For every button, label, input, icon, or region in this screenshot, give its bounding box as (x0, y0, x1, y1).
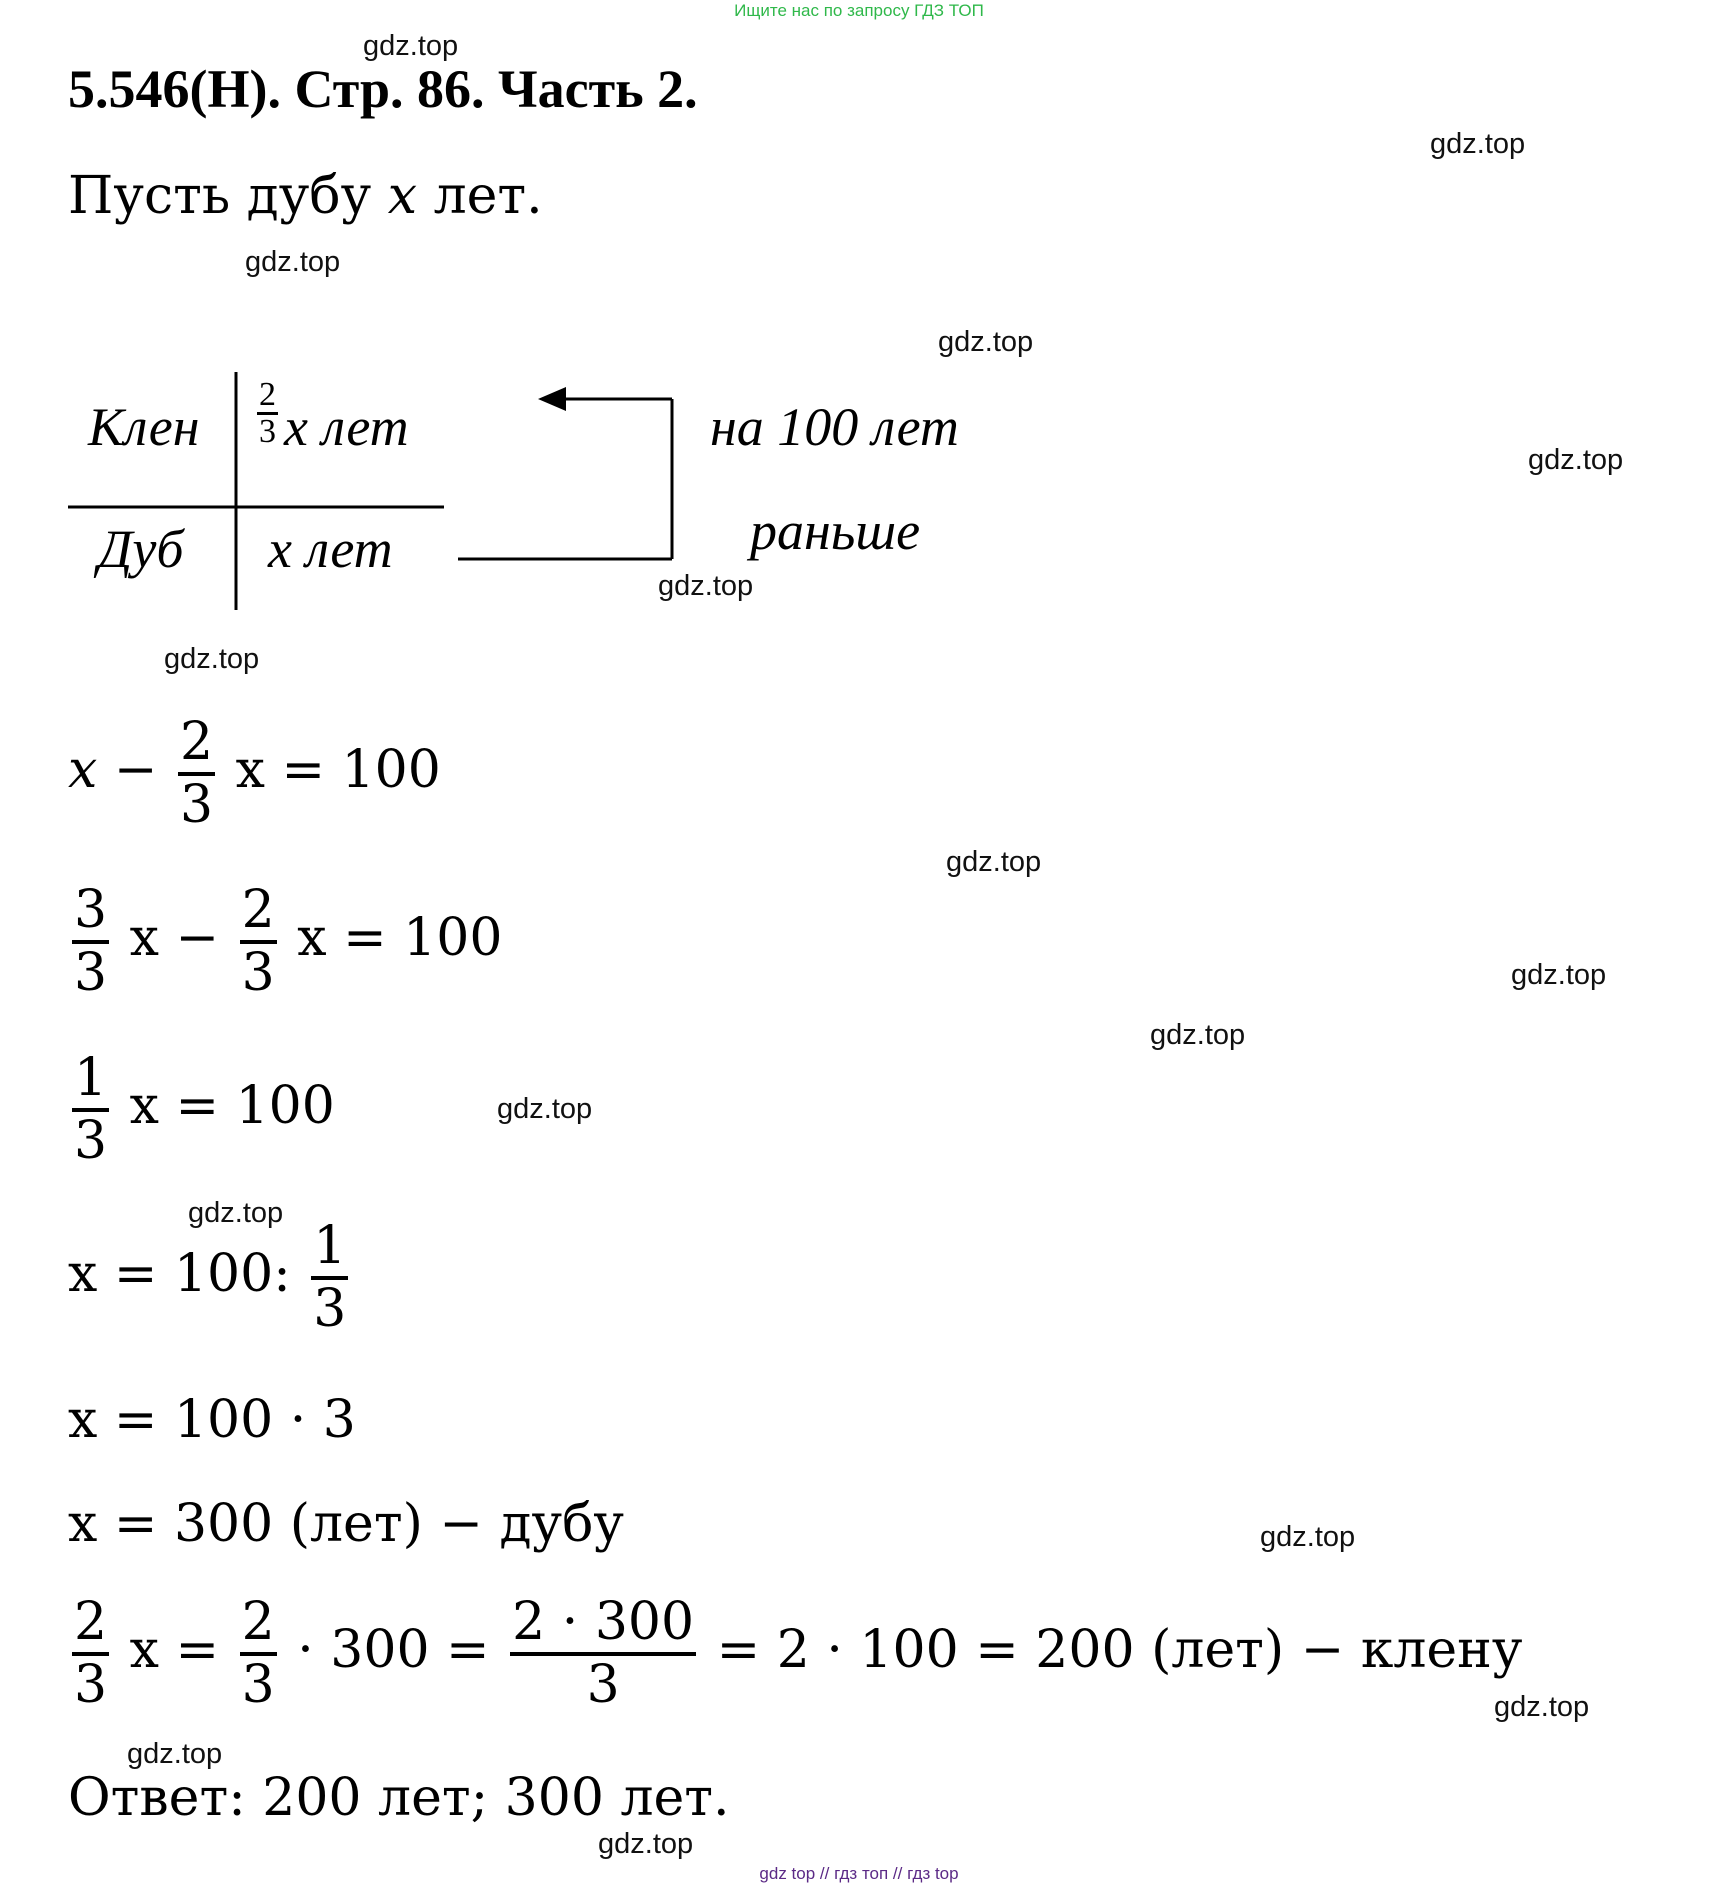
watermark: gdz.top (497, 1093, 593, 1125)
watermark: gdz.top (946, 846, 1042, 878)
eq1-fraction (178, 712, 215, 835)
eq7-fraction-2 (240, 1592, 277, 1715)
eq7-num3: 2 · 300 (510, 1595, 696, 1656)
eq1-num: 2 (178, 715, 215, 776)
intro-variable: x (387, 166, 418, 226)
page-title: 5.546(Н). Стр. 86. Часть 2. (68, 59, 698, 119)
diagram-note-line2: раньше (750, 501, 921, 561)
equation-5: x = 100 · 3 (68, 1390, 356, 1450)
eq1-x: x (68, 740, 98, 801)
equation-2 (68, 880, 503, 1003)
eq7-part2: · 300 = (297, 1620, 490, 1681)
eq7-fraction-1 (72, 1592, 109, 1715)
top-banner: Ищите нас по запросу ГДЗ ТОП (734, 1, 984, 20)
footer-links: gdz top // гдз топ // гдз top (759, 1864, 959, 1883)
eq2-fraction-2 (240, 880, 277, 1003)
eq4-lhs: x = 100: (68, 1244, 291, 1305)
watermark: gdz.top (245, 246, 341, 278)
watermark: gdz.top (1511, 959, 1607, 991)
watermark: gdz.top (598, 1828, 694, 1860)
eq7-den2: 3 (241, 1654, 275, 1715)
eq2-fraction-1 (72, 880, 109, 1003)
eq7-part3: = 2 · 100 = 200 (лет) − клену (716, 1620, 1523, 1681)
equation-4 (68, 1216, 352, 1339)
watermark: gdz.top (1528, 444, 1624, 476)
eq2-num1: 3 (72, 883, 109, 944)
eq7-num2: 2 (240, 1595, 277, 1656)
watermark: gdz.top (1430, 128, 1526, 160)
watermark: gdz.top (363, 30, 459, 62)
table-maple-fraction (257, 378, 278, 449)
equation-3 (68, 1048, 335, 1171)
eq1-den: 3 (179, 774, 214, 835)
eq2-mid: x − (129, 908, 220, 969)
eq7-den3: 3 (586, 1654, 620, 1715)
table-label-oak: Дуб (98, 519, 184, 579)
watermark: gdz.top (188, 1197, 284, 1229)
maple-fraction-num: 2 (259, 376, 276, 413)
equation-1 (68, 712, 441, 835)
watermark: gdz.top (938, 326, 1034, 358)
watermark: gdz.top (1494, 1691, 1590, 1723)
diagram-note-line1: на 100 лет (710, 397, 959, 457)
eq3-fraction (72, 1048, 109, 1171)
table-label-maple: Клен (88, 397, 200, 457)
table-value-maple: x лет (284, 397, 409, 457)
eq1-rest: x = 100 (235, 740, 441, 801)
intro-after: лет. (433, 166, 543, 226)
watermark: gdz.top (658, 570, 754, 602)
eq2-rest: x = 100 (297, 908, 503, 969)
arrow-head-icon (538, 387, 566, 411)
eq7-part1: x = (129, 1620, 220, 1681)
intro-before: Пусть дубу (68, 166, 372, 226)
answer: Ответ: 200 лет; 300 лет. (68, 1768, 730, 1828)
eq1-minus: − (113, 740, 158, 801)
eq4-den: 3 (313, 1278, 347, 1339)
eq3-rest: x = 100 (129, 1076, 335, 1137)
eq7-num1: 2 (72, 1595, 109, 1656)
eq4-fraction (311, 1216, 348, 1339)
watermark: gdz.top (164, 643, 260, 675)
watermark: gdz.top (127, 1738, 223, 1770)
eq4-num: 1 (311, 1219, 348, 1280)
eq2-num2: 2 (240, 883, 277, 944)
eq7-den1: 3 (74, 1654, 108, 1715)
eq2-den2: 3 (241, 942, 275, 1003)
eq2-den1: 3 (74, 942, 108, 1003)
watermark: gdz.top (1150, 1019, 1246, 1051)
equation-7 (68, 1592, 1523, 1715)
eq3-num: 1 (72, 1051, 109, 1112)
maple-fraction-den: 3 (259, 413, 276, 450)
equation-6: x = 300 (лет) − дубу (68, 1494, 625, 1554)
watermark: gdz.top (1260, 1521, 1356, 1553)
table-value-oak: x лет (268, 519, 393, 579)
eq7-fraction-3 (510, 1592, 696, 1715)
eq3-den: 3 (74, 1110, 108, 1171)
